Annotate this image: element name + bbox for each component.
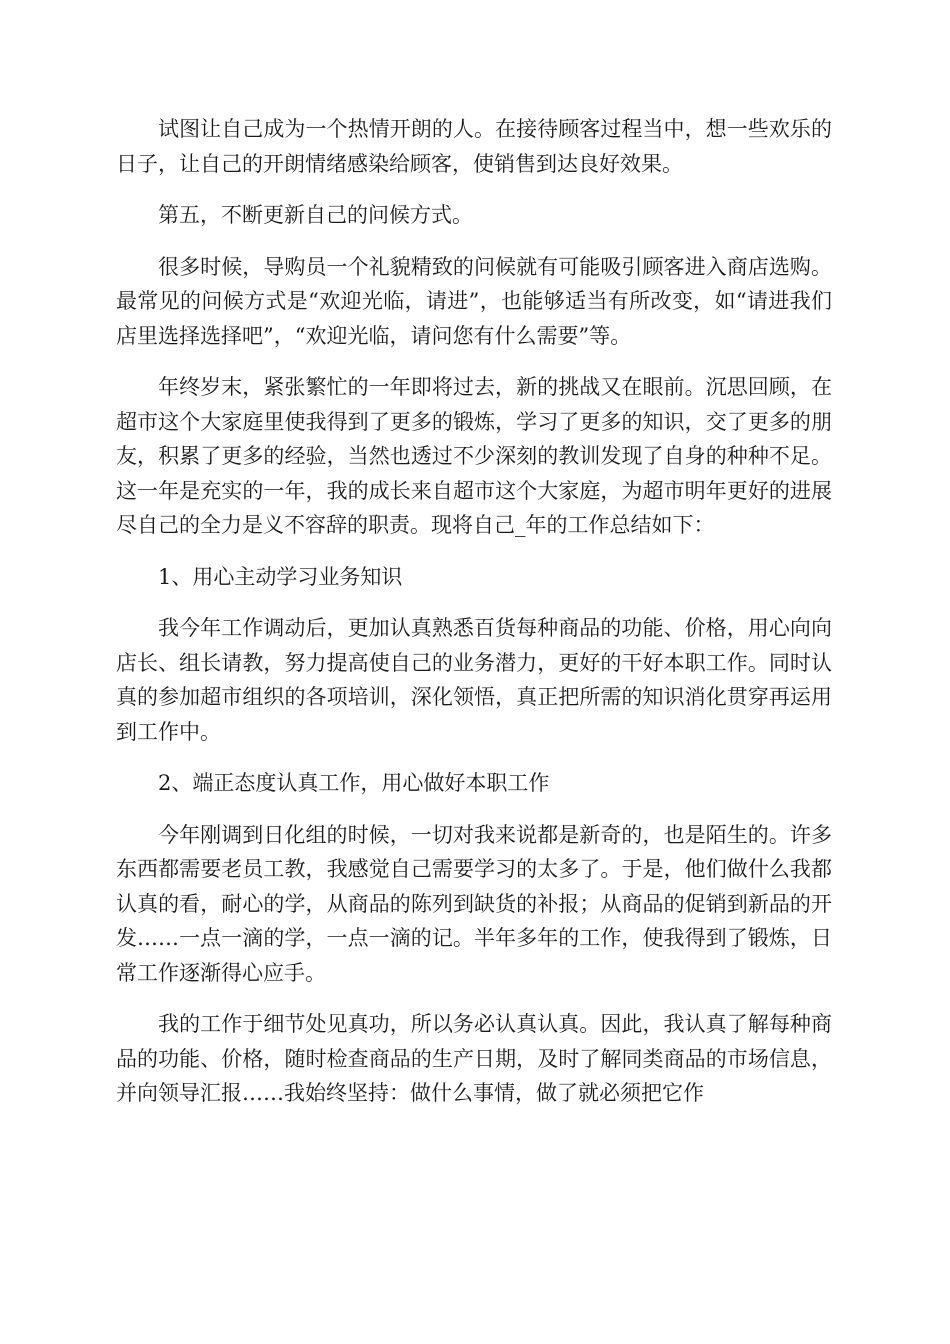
paragraph-greeting-heading: 第五，不断更新自己的问候方式。 bbox=[158, 203, 473, 227]
paragraph-learning: 我今年工作调动后，更加认真熟悉百货每种商品的功能、价格，用心向向店长、组长请教，努力提高使自己的业务潜力，更好的干好本职工作。同时认真的参加超市组织的各项培训，深化领悟，真正把所需的知识消化贯穿再运用到工作中。 bbox=[116, 616, 832, 744]
paragraph-year-end-intro: 年终岁末，紧张繁忙的一年即将过去，新的挑战又在眼前。沉思回顾，在超市这个大家庭里使我得到了更多的锻炼，学习了更多的知识，交了更多的朋友，积累了更多的经验，当然也透过不少深刻的教训发现了自身的种种不足。这一年是充实的一年，我的成长来自超市这个大家庭，为超市明年更好的进展尽自己的全力是义不容辞的职责。现将自己_年的工作总结如下： bbox=[116, 375, 832, 537]
paragraph-greeting-examples: 很多时候，导购员一个礼貌精致的问候就有可能吸引顾客进入商店选购。最常见的问候方式是“欢迎光临，请进”，也能够适当有所改变，如“请进我们店里选择选择吧”，“欢迎光临，请问您有什么需要”等。 bbox=[116, 254, 832, 348]
section-heading-1: 1、用心主动学习业务知识 bbox=[158, 564, 403, 589]
document-page bbox=[116, 112, 832, 1128]
section-heading-2: 2、端正态度认真工作，用心做好本职工作 bbox=[158, 771, 550, 795]
paragraph-details: 我的工作于细节处见真功，所以务必认真认真。因此，我认真了解每种商品的功能、价格，随时检查商品的生产日期，及时了解同类商品的市场信息，并向领导汇报……我始终坚持：做什么事情，做了就必须把它作 bbox=[116, 1012, 832, 1105]
paragraph-new-role: 今年刚调到日化组的时候，一切对我来说都是新奇的，也是陌生的。许多东西都需要老员工教，我感觉自己需要学习的太多了。于是，他们做什么我都认真的看，耐心的学，从商品的陈列到缺货的补报；从商品的促销到新品的开发……一点一滴的学，一点一滴的记。半年多年的工作，使我得到了锻炼，日常工作逐渐得心应手。 bbox=[116, 822, 832, 985]
paragraph-optimism: 试图让自己成为一个热情开朗的人。在接待顾客过程当中，想一些欢乐的日子，让自己的开朗情绪感染给顾客，使销售到达良好效果。 bbox=[116, 117, 832, 176]
